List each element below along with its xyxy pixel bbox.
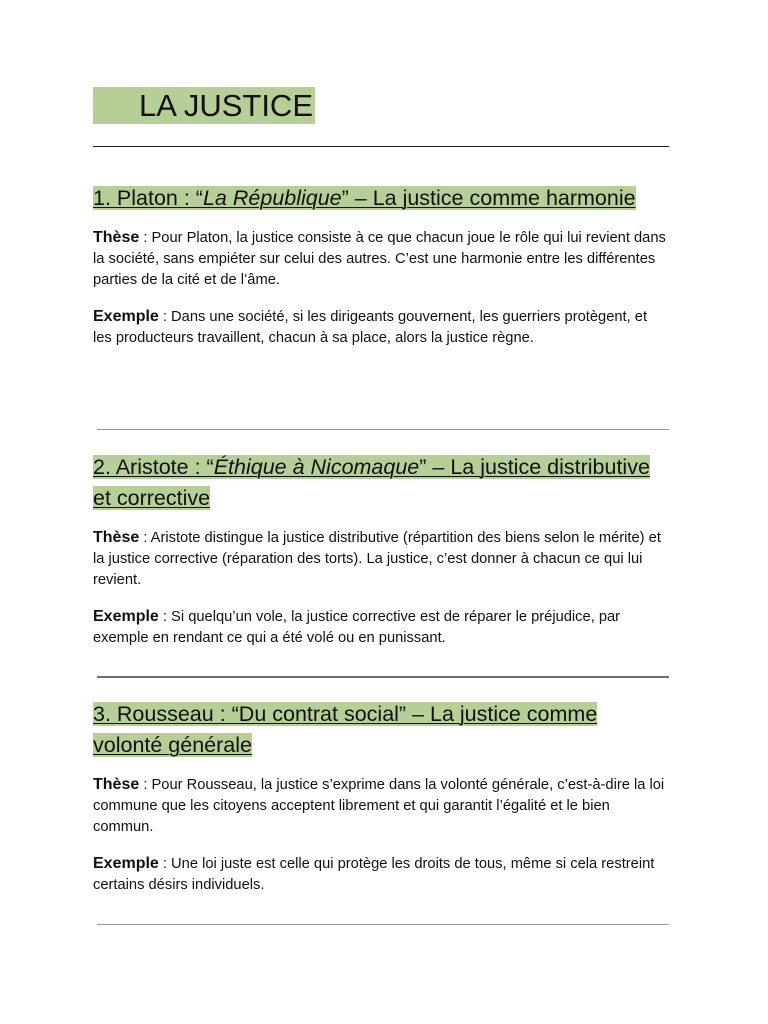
section-heading: 3. Rousseau : “Du contrat social” – La justice comme volonté générale	[93, 702, 598, 757]
exemple-paragraph: Exemple : Si quelqu’un vole, la justice corrective est de réparer le préjudice, par exemple en rendant ce qui a été volé ou en punissant.	[93, 608, 621, 646]
section-aristote	[93, 452, 669, 649]
exemple-paragraph: Exemple : Dans une société, si les dirigeants gouvernent, les guerriers protègent, et les producteurs travaillent, chacun à sa place, alors la justice règne.	[93, 308, 648, 346]
exemple-label: Exemple	[93, 855, 159, 872]
these-label: Thèse	[93, 229, 140, 246]
title-underline	[93, 146, 669, 147]
title-block	[93, 87, 315, 124]
these-paragraph: Thèse : Pour Platon, la justice consiste à ce que chacun joue le rôle qui lui revient dans la société, sans empiéter sur celui des autres. C’est une harmonie entre les différentes parties de la cité et de l’âme.	[93, 229, 666, 288]
exemple-label: Exemple	[93, 608, 159, 625]
these-label: Thèse	[93, 776, 140, 793]
page-title: LA JUSTICE	[93, 87, 315, 124]
section-rousseau	[93, 699, 669, 896]
work-title: La République	[202, 186, 342, 210]
these-paragraph: Thèse : Pour Rousseau, la justice s’exprime dans la volonté générale, c’est-à-dire la loi commune que les citoyens acceptent librement et qui garantit l’égalité et le bien commun.	[93, 776, 665, 835]
section-heading: 1. Platon : “La République” – La justice comme harmonie	[93, 186, 636, 210]
section-divider	[97, 676, 669, 678]
section-divider	[97, 924, 669, 925]
these-label: Thèse	[93, 529, 140, 546]
exemple-paragraph: Exemple : Une loi juste est celle qui protège les droits de tous, même si cela restreint certains désirs individuels.	[93, 855, 655, 893]
section-heading: 2. Aristote : “Éthique à Nicomaque” – La justice distributive et corrective	[93, 455, 650, 510]
these-paragraph: Thèse : Aristote distingue la justice distributive (répartition des biens selon le mérite) et la justice corrective (réparation des torts). La justice, c’est donner à chacun ce qui lui revient.	[93, 529, 661, 588]
exemple-label: Exemple	[93, 308, 159, 325]
section-divider	[97, 429, 669, 430]
work-title: Éthique à Nicomaque	[213, 455, 420, 479]
section-platon	[93, 183, 669, 349]
